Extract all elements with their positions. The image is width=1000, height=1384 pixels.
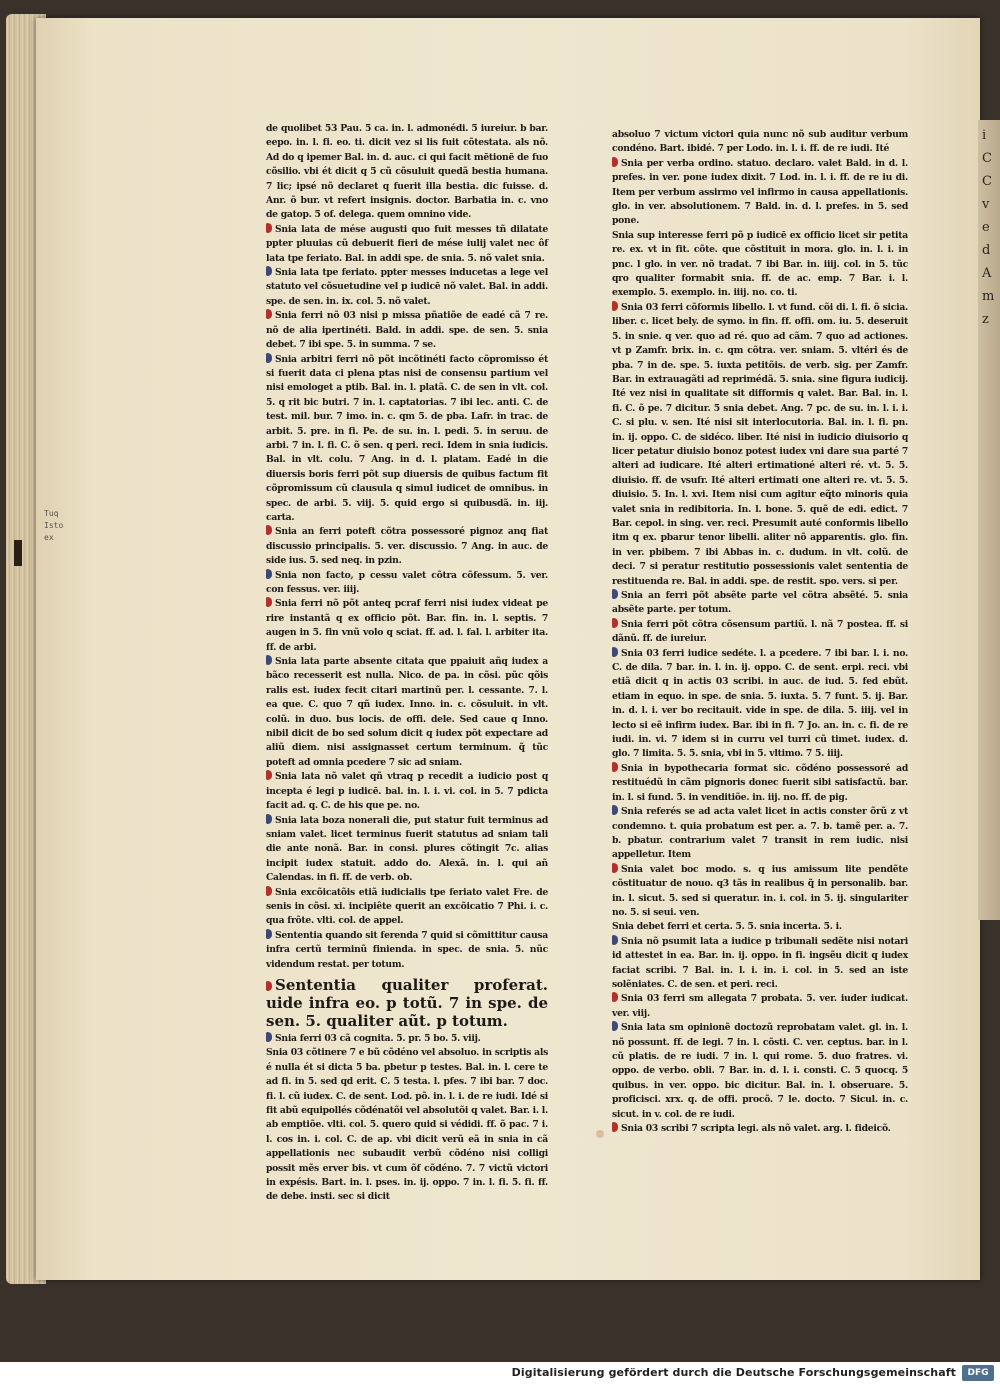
entry-text: Snia 03 cõtinere 7 e bũ cõdéno vel absoluo. in scriptis als é nulla ét si dicta 5 ba. pbetur p testes. Bal. in. l. cere te ad fi. in 5. sed qd erit. C. 5 testa. l. pfes. 7 ibi bar. 7 doc. fi. l. cũ iudex. C. de sent. Lod. põ. in. l. i. de re iudi. Idé si fit abũ equipollés cõdénatõi vel absolutõi q valet. Bar. i. l. ab emptiõe. vlti. col. 5. quero quid si védidi. ff. õ pac. 7 i. l. cos in. i. col. C. de ap. vbi dicit verũ eã in snia in cã appellationis nec subaudit verbũ cõdéno nisi colligi possit mẽs erver bis. vt cum õf cõdéno. 7. 7 victũ victori in expésis. Bart. in. l. pses. in. ij. oppo. 7 in. l. fi. 5. fi. ff. de debe. insti. sec si dicit [266,1047,548,1203]
margin-note [44,508,74,544]
text-entry [612,863,908,921]
dfg-logo[interactable]: DFG [962,1365,994,1381]
next-page-strip [978,120,1000,920]
text-entry [612,805,908,863]
text-entry [266,266,548,309]
paragraph-mark-icon [612,1021,618,1031]
text-entry [612,1122,908,1136]
entry-text: Snia lata nõ valet qñ vtraq p recedit a iudicio post q incepta é legi p iudicē. bal. in. l. i. vi. col. in 5. 7 pdicta facit ad. q. C. de his que pe. no. [266,771,548,812]
margin-note-line: Isto ex [44,521,64,542]
paragraph-mark-icon [612,647,618,657]
strip-letter: C [982,174,992,189]
paragraph-mark-icon [612,863,618,873]
entry-text: Snia lata tpe feriato. ppter messes inducetas a lege vel statuto vel cõsuetudine vel p iudicē nõ valet. Bal. in addi. spe. de sen. in. ix. col. 5. nõ valet. [266,267,548,307]
paragraph-mark-icon [266,266,272,276]
entry-text: Sententia quando sit ferenda 7 quid si cõmittitur causa infra certũ terminũ finienda. in spec. de snia. 5. nũc videndum restat. per totum. [266,929,548,970]
text-column-right [612,128,908,1136]
text-entry [266,814,548,886]
text-entry [266,1046,548,1204]
paragraph-mark-icon [266,353,272,363]
paragraph-mark-icon [612,301,618,311]
paragraph-mark-icon [612,935,618,945]
strip-letter: d [982,243,991,258]
strip-letter: m [982,289,995,304]
text-entry [612,992,908,1021]
entry-text: Snia ferri nõ 03 nisi p missa pñatiõe de eadé cã 7 re. nõ de alia ipertinéti. Bald. in addi. spe. de sen. 5. snia debet. 7 ibi spe. 5. in summa. 7 se. [266,310,548,351]
entry-text: Snia valet boc modo. s. q ius amissum lite pendẽte cõstituatur de nouo. q3 tãs in realibus q̃ in personalib. bar. in. l. sicut. 5. sed si queratur. in. i. col. in 5. ij. singulariter no. 5. si seui. ven. [612,863,908,918]
text-entry [612,1021,908,1122]
footer-bar [0,1362,1000,1384]
text-entry [266,223,548,266]
entry-text: Snia 03 scribi 7 scripta legi. als nõ valet. arg. l. fideicõ. [621,1123,891,1135]
text-entry [266,597,548,655]
paragraph-mark-icon [612,805,618,815]
entry-text: Snia non facto, p cessu valet cõtra cõfessum. 5. ver. con fessus. ver. iiij. [266,569,548,595]
paragraph-mark-icon [266,814,272,824]
margin-note-line: Tuq [44,509,59,518]
text-entry [612,157,908,229]
entry-text: Snia an ferri põt absẽte parte vel cõtra absẽté. 5. snia absẽte parte. per totum. [612,590,908,616]
entry-text: Sententia qualiter proferat. uide infra eo. p totũ. 7 in spe. de sen. 5. qualiter aũt. p totum. [266,975,548,1030]
text-entry [612,647,908,762]
text-column-left [266,122,548,1205]
text-entry [266,655,548,770]
paragraph-mark-icon [266,981,272,991]
text-entry [266,886,548,929]
entry-text: Snia per verba ordino. statuo. declaro. valet Bald. in d. l. prefes. in ver. pone iudex dixit. 7 Lod. in. l. i. ff. de re iu di. Item per verbum assirmo vel infirmo in causa appellationis. glo. in ver. absolutionem. 7 Bald. in. d. l. prefes. in 5. sed pone. [612,157,908,227]
text-entry [266,1032,548,1046]
paragraph-mark-icon [612,589,618,599]
entry-text: Snia lata parte absente citata que ppaiuit añq iudex a bãco recesserit est nulla. Nico. de pa. in cõsi. pũc qõis ralis est. iudex fecit citari martinũ per. l. cessante. 7. l. ea que. C. quo 7 qñ iudex. Inno. in. c. cõsuluit. in vlt. colũ. in duo. bus locis. de offi. dele. Sed caue q Inno. nibil dicit de bo sed solum dicit q iudex põt expectare ad aliũ diem. nisi assignasset certum terminum. q̃ tũc poteft ad omnia pcedere 7 sic ad sniam. [266,656,548,768]
strip-letter: e [982,220,990,235]
strip-letter: A [982,266,992,281]
entry-text: Snia 03 ferri sm allegata 7 probata. 5. ver. iuder iudicat. ver. viij. [612,993,908,1019]
entry-text: Snia in bypothecaria format sic. cõdéno possessoré ad restituédũ in cãm pignoris donec fuerit sibi satisfactũ. bar. in. l. si fund. 5. in venditiõe. in. iij. no. ff. de pig. [612,762,908,803]
text-entry [266,525,548,568]
entry-text: Snia lata sm opinionẽ doctozũ reprobatam valet. gl. in. l. nõ possunt. ff. de legi. 7 in. l. cõsti. C. ver. ceptus. bar. in l. cũ platis. de re iudi. 7 in. l. qui rome. 5. duo fratres. vi. oppo. de verbo. obli. 7 Bar. in. d. l. i. consti. C. 5 quocq. 5 quibus. in ver. oppo. bic dicitur. Bal. in. l. obseruare. 5. proficisci. xrx. q. de offi. procõ. 7 le. docto. 7 Sicul. in. c. sicut. in v. col. de re iudi. [612,1022,908,1120]
paragraph-mark-icon [266,569,272,579]
paragraph-mark-icon [612,618,618,628]
text-entry [612,935,908,993]
paragraph-mark-icon [266,1032,272,1042]
text-entry [612,618,908,647]
paragraph-mark-icon [612,762,618,772]
paragraph-mark-icon [266,223,272,233]
strip-letter: v [982,197,990,212]
paragraph-mark-icon [612,1122,618,1132]
binding-clasp [14,540,22,566]
entry-text: Snia excõicatõis etiã iudicialis tpe feriato valet Fre. de senis in cõsi. xi. incipiête querit an excõicatio 7 Phi. i. c. qua frõte. vlti. col. de appel. [266,886,548,927]
entry-text: de quolibet 53 Pau. 5 ca. in. l. admonédi. 5 iureiur. b bar. eepo. in. l. fi. eo. ti. dicit vez si lis fuit cõtestata. als nõ. Ad do q ipemer Bal. in. d. auc. ci qui facit mētionē de fuo cõsilio. vbi ét dicit q 5 cũ cõsuluit quedã bestia humana. 7 lic; ipsé nõ declaret q fuerit illa bestia. dic fuisse. d. Anr. õ bur. vt refert insignis. doctor. Barbatia in. c. vno de gatop. 5 of. delega. quem omnino vide. [266,123,548,221]
entry-text: Snia an ferri poteft cõtra possessoré pignoz anq fiat discussio principalis. 5. ver. discussio. 7 Ang. in auc. de side ius. 5. sed neq. in pzin. [266,526,548,567]
paragraph-mark-icon [612,992,618,1002]
text-entry [612,301,908,589]
paragraph-mark-icon [266,525,272,535]
entry-text: absoluo 7 victum victori quia nunc nõ sub auditur verbum condéno. Bart. ibidé. 7 per Lodo. in. l. i. ff. de re iudi. Ité [612,129,908,155]
strip-letter: C [982,151,992,166]
entry-text: Snia lata de mése augusti quo fuit messes tñ dilatate ppter pluuias cũ debuerit fieri de mése iulij valet nec ôf lata tpe feriato. Bal. in addi spe. de snia. 5. nõ valet snia. [266,223,548,264]
entry-text: Snia ferri põt cõtra cõsensum partiũ. l. nã 7 postea. ff. si dãnũ. ff. de iureiur. [612,618,908,645]
entry-text: Snia 03 ferri cõformis libello. l. vt fund. cõi di. l. fi. õ sicia. liber. c. licet bely. de symo. in fin. ff. offi. om. iu. 5. deseruit 5. in snie. q ver. quo ad ré. quo ad cãm. 7 quo ad actiones. vt p Zamfr. brix. in. c. qm cõtra. ver. sniam. 5. vltéri és de pba. 7 in de. spe. 5. iuxta petitõis. de verb. sig. per Zamfr. Bar. in extrauagãti ad reprimédã. 5. snia. sine figura iudicij. Ité vez nisi in qualitate sit difformis q valet. Bar. Bal. in. l. fi. C. õ pe. 7 dicitur. 5 snia debet. Ang. 7 pc. de su. in. l. i. i. C. si plu. v. sen. Ité nisi sit interlocutoria. Bal. in. l. fi. pn. in. ij. oppo. C. de sidéco. liber. Ité nisi in iudicio diuisorio q licer petatur diuisio bonoz potest iudex vni dare sua parté 7 alteri ad iudicare. Ité alteri ertimationé alteri ré. vt. 5. 5. diuisio. ff. de vsufr. Ité alteri ertimati one alteri re. vt. 5. 5. diuisio. 5. In. l. xvi. Item nisi cum agitur eq̃to minoris quia valet snia in redibitoria. In. l. bone. 5. quẽ de edi. edict. 7 Bar. cepol. in sing. ver. reci. Presumit auté conformis libello itm q ex. pbarur tenor libelli. aliter nõ apparentis. glo. fin. in ver. pbibem. 7 ibi Abbas in. c. dudum. in vlt. colũ. de deci. 7 si peratur restitutio possessionis valet sententia de restituenda re. Bal. in addi. spe. de restit. spo. vers. si per. [612,301,908,587]
text-entry [266,569,548,598]
paragraph-mark-icon [612,157,618,167]
funding-credit: Digitalisierung gefördert durch die Deutsche Forschungsgemeinschaft [511,1366,956,1379]
paragraph-mark-icon [266,309,272,319]
text-entry [266,309,548,352]
text-entry [612,229,908,301]
entry-text: Snia referés se ad acta valet licet in actis conster õrũ z vt condemno. t. quia probatum est per. a. 7. b. tamẽ per. a. 7. b. pbatur. contrarium valet 7 transit in rem iudic. nisi appelletur. Item [612,806,908,861]
text-entry [266,770,548,813]
text-entry [266,976,548,1030]
strip-letter: z [982,312,989,327]
paragraph-mark-icon [266,929,272,939]
paragraph-mark-icon [266,886,272,896]
entry-text: Snia nõ psumit lata a iudice p tribunali sedẽte nisi notari id attestet in ea. Bar. in. ij. oppo. in fi. ingsẽu dicit q iudex faciat scribi. 7 Bal. in. l. i. in. i. col. in 5. sed an iste solẽniates. C. de sen. et peri. reci. [612,935,908,990]
entry-text: Snia arbitri ferri nõ põt incõtinéti facto cõpromisso ét si fuerit data ci plena ptas nisi de consensu partium vel nisi emologet a ptib. Bal. in. l. platã. C. de sen in vlt. col. 5. q rit bic butri. 7 in. l. captatorias. 7 ibi lec. anti. C. de test. mil. bur. 7 imo. in. c. qm 5. de pba. Lafr. in trac. de arbit. 5. pre. in fi. Pe. de su. in. l. pedi. 5. in seruu. de arbi. 7 in. l. fi. C. õ sen. q peri. reci. Idem in snia iudicis. Bal. in vlt. colu. 7 Ang. in d. l. platam. Eadé in die diuersis boris ferri põt sup diuersis de quibus factum fit cõpromissum cũ clausula q simul iudicet de omnibus. in spec. de arbi. 5. viij. 5. quid ergo si quibusdã. in. iij. carta. [266,353,548,523]
strip-letter: i [982,128,987,143]
ink-stain [596,1130,604,1138]
text-entry [612,762,908,805]
text-entry [266,353,548,526]
entry-text: Snia ferri nõ põt anteq pcraf ferri nisi iudex videat pe rire instantã q ex officio põt. Bar. fin. in. l. septis. 7 augen in 5. fin vnũ volo q sciat. ff. ad. l. fal. l. arbiter ita. ff. de arbi. [266,598,548,653]
entry-text: Snia ferri 03 cã cognita. 5. pr. 5 bo. 5. viij. [275,1032,481,1044]
entry-text: Snia 03 ferri iudice sedéte. l. a pcedere. 7 ibi bar. l. i. no. C. de dila. 7 bar. in. l. in. ij. oppo. C. de sent. erpi. reci. vbi etiã dicit q in actis 03 scribi. in auc. de iud. 5. fed ebũt. etiam in equo. in spe. de snia. 5. iuxta. 5. 7 funt. 5. ij. Bar. in. d. l. i. ver bo recitauit. vide in spe. de dila. 5. iiij. vel in lecto si eẽ infirm iudex. Bar. ibi in fi. 7 Jo. an. in. c. fi. de re iudi. in. vi. 7 idem si in curru vel turri cũ timet. iudex. d. glo. 7 limita. 5. 5. snia, vbi in 5. vltimo. 7 5. iiij. [612,647,908,760]
entry-text: Snia debet ferri et certa. 5. 5. snia incerta. 5. i. [612,921,842,933]
paragraph-mark-icon [266,770,272,780]
text-entry [266,122,548,223]
text-entry [612,128,908,157]
paragraph-mark-icon [266,597,272,607]
text-entry [612,589,908,618]
text-entry [266,929,548,972]
paragraph-mark-icon [266,655,272,665]
text-entry [612,920,908,934]
entry-text: Snia sup interesse ferri põ p iudicē ex officio licet sir petita re. ex. vt in fit. cõte. que cõstituit in mora. glo. in. l. i. in pnc. l glo. in ver. nõ tradat. 7 ibi Bar. in. iiij. col. in 5. tũc qro qualiter formabit snia. ff. de ac. emp. 7 Bar. i. l. exemplo. 5. exemplo. in. iiij. no. co. ti. [612,229,908,299]
entry-text: Snia lata boza nonerali die, put statur fuit terminus ad sniam valet. licet terminus fuerit statutus ad sniam tali die ante nonã. Bar. in consi. plures cõtingit 7c. alias incipit iudex statuit. addo do. Alexã. in. l. qui añ Calendas. in fi. ff. de verb. ob. [266,814,548,884]
